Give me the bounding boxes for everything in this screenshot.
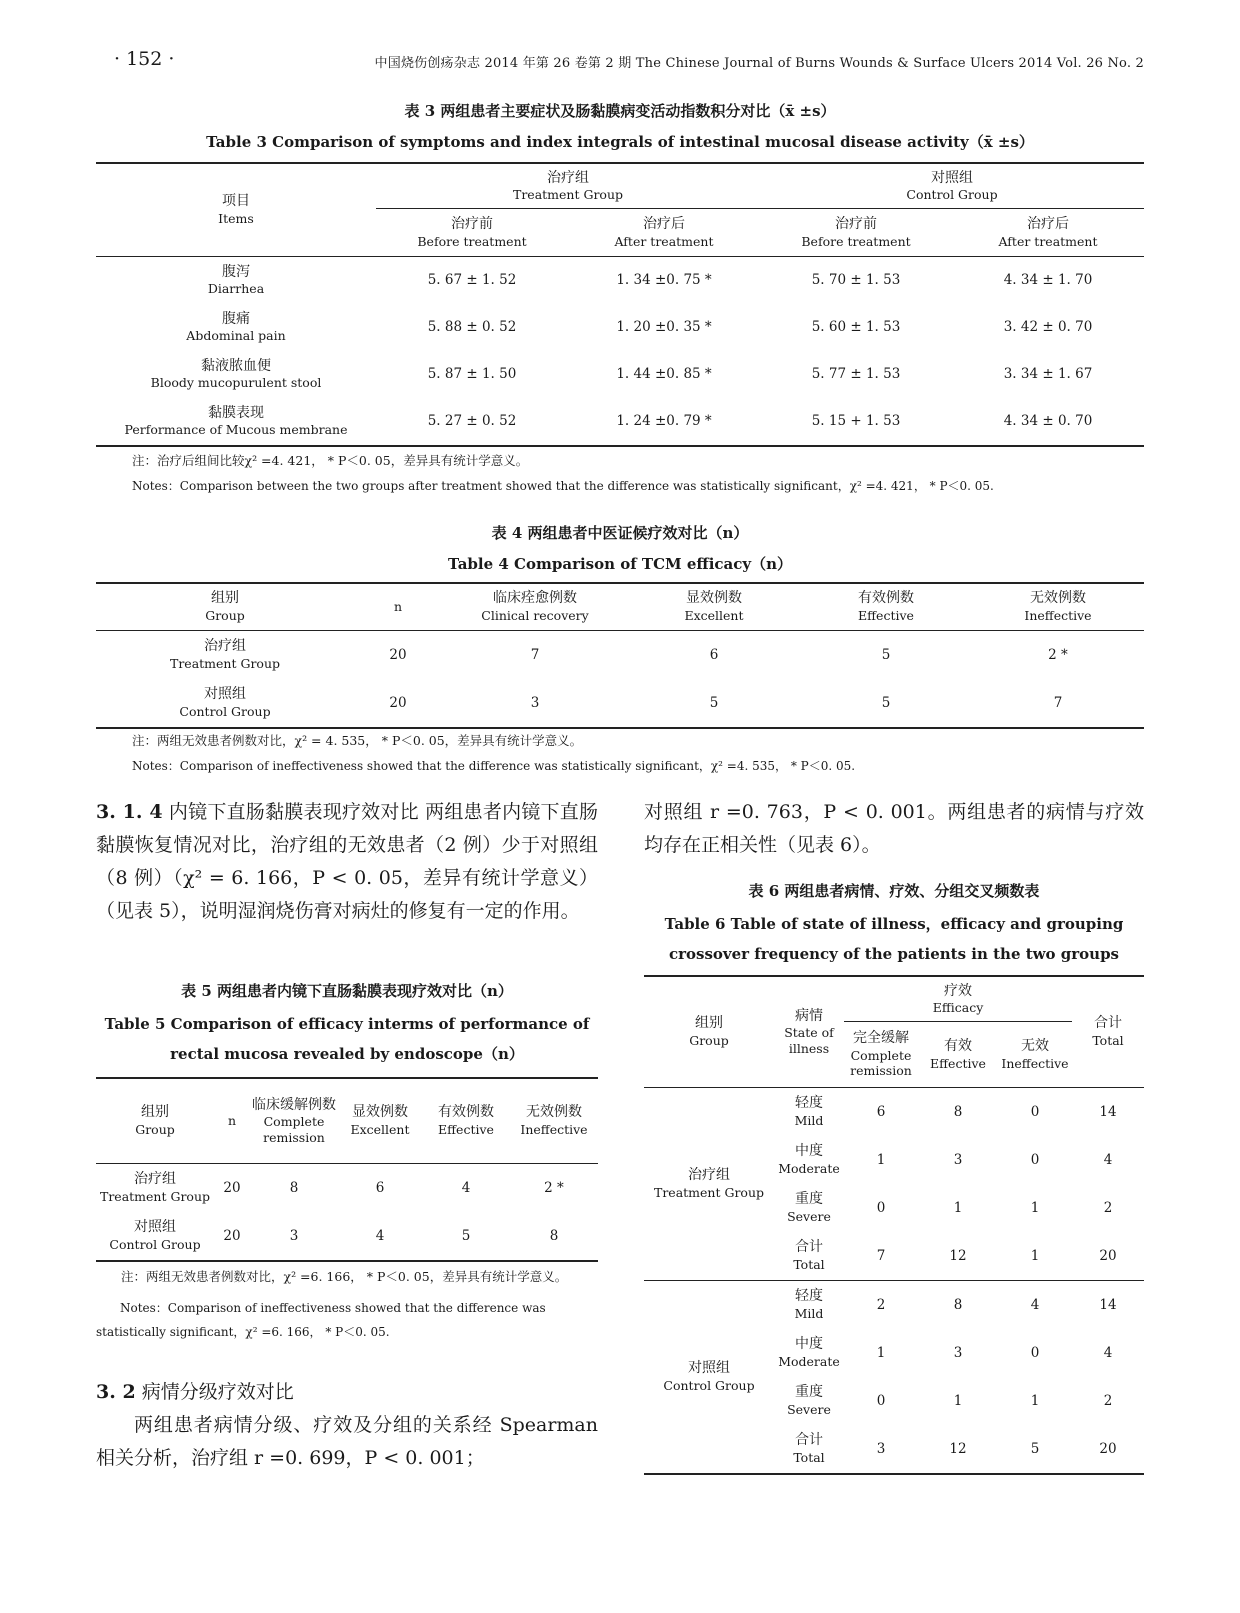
- table6-groups-0-rows-0-cn: 轻度: [795, 1095, 823, 1112]
- table6-groups-1-rows-0-b: 8: [953, 1296, 963, 1313]
- table-cell: [96, 631, 354, 680]
- table4-headers-4-cn: 有效例数: [858, 590, 914, 607]
- table3-note-cn: 注：治疗后组间比较χ² =4. 421， * P＜0. 05，差异具有统计学意义。: [132, 453, 529, 468]
- table6-groups-1-rows-3-a: 3: [876, 1440, 886, 1457]
- table5-rows-0-c: 4: [461, 1179, 471, 1196]
- table4-headers-2-en: Clinical recovery: [481, 607, 589, 623]
- table6-groups-0-rows-1-en: Moderate: [778, 1160, 840, 1176]
- table3-rows-2-v4: 3. 34 ± 1. 67: [1003, 366, 1093, 383]
- table6-groups-1-rows-2-t: 2: [1103, 1392, 1113, 1409]
- table4-rows-1-n: 20: [389, 694, 407, 711]
- table-cell: [354, 583, 442, 631]
- table-row: [96, 1078, 598, 1164]
- table-cell: [96, 351, 376, 398]
- table5-headers-4-en: Effective: [438, 1121, 494, 1137]
- table6-groups-0-en: Treatment Group: [653, 1184, 765, 1200]
- table6-groups-0-rows-3-c: 1: [1030, 1247, 1040, 1264]
- table6-groups-0-rows-1-b: 3: [953, 1151, 963, 1168]
- table4-note-cn: 注：两组无效患者例数对比，χ² = 4. 535， * P＜0. 05，差异具有统计学意义。: [132, 733, 583, 748]
- table4-rows-1-cn: 对照组: [204, 686, 246, 703]
- table5-rows-1-d: 8: [549, 1227, 559, 1244]
- table3: [96, 162, 1144, 447]
- table6-groups-0-rows-1-cn: 中度: [795, 1143, 823, 1160]
- table3-rows-0-cn: 腹泻: [222, 263, 250, 280]
- table-row: [644, 1281, 1144, 1330]
- table3-rows-2-cn: 黏液脓血便: [201, 357, 271, 374]
- table-cell: [96, 257, 376, 305]
- table-cell: [442, 583, 628, 631]
- table3-rows-2-v2: 1. 44 ±0. 85 *: [616, 366, 712, 383]
- table4-headers-3-en: Excellent: [684, 607, 744, 623]
- table3-rows-0-en: Diarrhea: [207, 281, 265, 297]
- journal-header: 中国烧伤创疡杂志 2014 年第 26 卷第 2 期 The Chinese Journal of Burns Wounds & Surface Ulcers 2014 Vol. 26 No. 2: [374, 56, 1144, 71]
- table3-rows-0-v4: 4. 34 ± 1. 70: [1003, 272, 1093, 289]
- table3-rows-1-v2: 1. 20 ±0. 35 *: [616, 319, 712, 336]
- right-column-text: 对照组 r =0. 763，P < 0. 001。两组患者的病情与疗效均存在正相关性（见表 6）。: [644, 801, 1144, 856]
- table6-group-en: Group: [689, 1032, 729, 1048]
- table6-groups-0-rows-2-c: 1: [1030, 1199, 1040, 1216]
- ctrl-cn: 对照组: [931, 169, 973, 186]
- table6-groups-0-rows-1-c: 0: [1030, 1151, 1040, 1168]
- table5-headers-0-en: Group: [135, 1121, 175, 1137]
- table5: [96, 1077, 598, 1262]
- table5-headers-5-en: Ineffective: [520, 1121, 588, 1137]
- table-row: [96, 304, 1144, 351]
- table3-after-cn: 治疗后: [643, 216, 685, 233]
- table6-groups-1-rows-1-cn: 中度: [795, 1336, 823, 1353]
- table4-rows-1-b: 5: [709, 694, 719, 711]
- t3-after-2: [952, 209, 1144, 257]
- table6-groups-0-rows-3-t: 20: [1099, 1247, 1117, 1264]
- table5-block: [96, 980, 598, 1344]
- table-row: [644, 1088, 1144, 1137]
- table6-groups-1-rows-1-b: 3: [953, 1344, 963, 1361]
- table4-caption-en: Table 4 Comparison of TCM efficacy（n）: [447, 555, 793, 573]
- table-cell: [644, 1281, 774, 1475]
- section-32-text: 两组患者病情分级、疗效及分组的关系经 Spearman 相关分析，治疗组 r =0. 699，P < 0. 001；: [96, 1414, 598, 1469]
- table3-caption-cn: 表 3 两组患者主要症状及肠黏膜病变活动指数积分对比（x̄ ±s）: [404, 102, 836, 120]
- table5-headers-4-cn: 有效例数: [438, 1104, 494, 1121]
- table4-rows-1-c: 5: [881, 694, 891, 711]
- table4-rows-1-en: Control Group: [179, 703, 271, 719]
- table3-rows-3-v2: 1. 24 ±0. 79 *: [616, 413, 712, 430]
- table3-rows-3-cn: 黏膜表现: [208, 404, 264, 421]
- table6-groups-1-rows-3-t: 20: [1099, 1440, 1117, 1457]
- table-cell: [844, 976, 1072, 1022]
- table-cell: [250, 1078, 338, 1164]
- table5-rows-1-en: Control Group: [109, 1236, 201, 1252]
- table5-headers-5-cn: 无效例数: [526, 1104, 582, 1121]
- table6-groups-1-rows-1-en: Moderate: [778, 1353, 840, 1369]
- table5-headers-2-cn: 临床缓解例数: [252, 1096, 336, 1113]
- table5-caption-cn: 表 5 两组患者内镜下直肠黏膜表现疗效对比（n）: [181, 982, 513, 1000]
- table6-complete-cn: 完全缓解: [853, 1030, 909, 1047]
- table3-before-en: Before treatment: [417, 233, 527, 249]
- table6-groups-0-rows-2-cn: 重度: [795, 1191, 823, 1208]
- table-cell: [774, 1088, 844, 1137]
- table3-block: [96, 100, 1144, 494]
- table6-total-cn: 合计: [1094, 1015, 1122, 1032]
- table4-headers-5-cn: 无效例数: [1030, 590, 1086, 607]
- table4-headers-0-en: Group: [205, 607, 245, 623]
- table6-groups-1-rows-1-t: 4: [1103, 1344, 1113, 1361]
- t3-before-1: [376, 209, 568, 257]
- table5-rows-0-cn: 治疗组: [134, 1171, 176, 1188]
- table5-caption-en: Table 5 Comparison of efficacy interms of performance of rectal mucosa revealed by endoscope（n）: [104, 1015, 590, 1063]
- t3-after-1: [568, 209, 760, 257]
- table6-groups-1-rows-3-cn: 合计: [795, 1432, 823, 1449]
- table4-rows-1-d: 7: [1053, 694, 1063, 711]
- table-row: [96, 163, 1144, 209]
- table4-rows-1-a: 3: [530, 694, 540, 711]
- table5-rows-0-d: 2 *: [544, 1179, 564, 1196]
- table-cell: [774, 1232, 844, 1281]
- table6-groups-0-rows-2-en: Severe: [787, 1208, 831, 1224]
- table-cell: [774, 1184, 844, 1232]
- table-cell: [510, 1078, 598, 1164]
- table3-rows-0-v2: 1. 34 ±0. 75 *: [616, 272, 712, 289]
- table6-groups-1-rows-2-a: 0: [876, 1392, 886, 1409]
- table3-rows-2-v1: 5. 87 ± 1. 50: [427, 366, 517, 383]
- table-row: [96, 257, 1144, 305]
- table6-group-cn: 组别: [695, 1015, 723, 1032]
- items-cn: 项目: [222, 193, 250, 210]
- section-314-heading: 3. 1. 4: [96, 801, 163, 823]
- table-cell: [338, 1078, 422, 1164]
- treat-en: Treatment Group: [512, 187, 624, 203]
- table3-caption-en: Table 3 Comparison of symptoms and index integrals of intestinal mucosal disease activity（x̄ ±s）: [206, 133, 1034, 151]
- table5-headers-3-cn: 显效例数: [352, 1104, 408, 1121]
- section-32: [96, 1376, 598, 1475]
- table6-groups-0-rows-3-en: Total: [793, 1256, 825, 1272]
- table4-rows-0-d: 2 *: [1048, 646, 1068, 663]
- table6-effective-en: Effective: [930, 1055, 986, 1071]
- table6-groups-1-rows-2-b: 1: [953, 1392, 963, 1409]
- table3-before-cn: 治疗前: [835, 216, 877, 233]
- table-row: [96, 1212, 598, 1261]
- table6-effective-cn: 有效: [944, 1038, 972, 1055]
- table-row: [96, 583, 1144, 631]
- table6-groups-0-cn: 治疗组: [688, 1167, 730, 1184]
- table-row: [96, 351, 1144, 398]
- table6-groups-0-rows-3-b: 12: [949, 1247, 967, 1264]
- table6-state-cn: 病情: [795, 1007, 823, 1024]
- table3-rows-0-v1: 5. 67 ± 1. 52: [427, 272, 517, 289]
- table4-rows-0-en: Treatment Group: [169, 655, 281, 671]
- table-cell: [628, 583, 800, 631]
- table-cell: [214, 1078, 250, 1164]
- table6-groups-1-rows-2-cn: 重度: [795, 1384, 823, 1401]
- table3-after-en: After treatment: [614, 233, 714, 249]
- table6-groups-0-rows-0-b: 8: [953, 1103, 963, 1120]
- table3-rows-1-v3: 5. 60 ± 1. 53: [811, 319, 901, 336]
- table-cell: [774, 1377, 844, 1425]
- table4: [96, 582, 1144, 729]
- table-cell: [422, 1078, 510, 1164]
- treat-cn: 治疗组: [547, 169, 589, 186]
- table6-groups-0-rows-2-t: 2: [1103, 1199, 1113, 1216]
- table4-caption-cn: 表 4 两组患者中医证候疗效对比（n）: [491, 524, 749, 542]
- table4-rows-0-cn: 治疗组: [204, 638, 246, 655]
- section-314-text: 两组患者内镜下直肠黏膜恢复情况对比，治疗组的无效患者（2 例）少于对照组（8 例）（χ² = 6. 166，P < 0. 05，差异有统计学意义）（见表 5），说明湿润烧伤膏对病灶的修复有一定的作用。: [96, 801, 598, 922]
- table-cell: [96, 304, 376, 351]
- table4-rows-0-b: 6: [709, 646, 719, 663]
- table6-groups-0-rows-0-en: Mild: [794, 1112, 824, 1128]
- table3-items-header: [96, 163, 376, 257]
- table-row: [96, 398, 1144, 446]
- table-cell: [644, 976, 774, 1088]
- table6-groups-0-rows-1-t: 4: [1103, 1151, 1113, 1168]
- table6-groups-1-rows-1-c: 0: [1030, 1344, 1040, 1361]
- table6-groups-0-rows-0-t: 14: [1099, 1103, 1117, 1120]
- table5-rows-0-b: 6: [375, 1179, 385, 1196]
- table-cell: [96, 398, 376, 446]
- table6-groups-0-rows-0-c: 0: [1030, 1103, 1040, 1120]
- table6-efficacy-cn: 疗效: [944, 982, 972, 999]
- table3-rows-2-v3: 5. 77 ± 1. 53: [811, 366, 901, 383]
- table5-rows-1-n: 20: [223, 1227, 241, 1244]
- table6-groups-0-rows-0-a: 6: [876, 1103, 886, 1120]
- table6-caption-en: Table 6 Table of state of illness，efficacy and grouping crossover frequency of the patients in the two groups: [664, 915, 1124, 963]
- table3-control-header: [760, 163, 1144, 209]
- table4-headers-3-cn: 显效例数: [686, 590, 742, 607]
- table6-groups-1-cn: 对照组: [688, 1360, 730, 1377]
- table6-groups-1-rows-0-cn: 轻度: [795, 1288, 823, 1305]
- table-row: [644, 976, 1144, 1022]
- table3-treatment-header: [376, 163, 760, 209]
- table-cell: [774, 976, 844, 1088]
- table-cell: [774, 1281, 844, 1330]
- table6-groups-1-rows-0-c: 4: [1030, 1296, 1040, 1313]
- table-cell: [774, 1329, 844, 1377]
- table3-note-en: Notes：Comparison between the two groups after treatment showed that the difference was statistically significant，χ² =4. 421， * P＜0. 05.: [132, 479, 994, 493]
- page-number: · 152 ·: [114, 48, 175, 70]
- table6-state-en: State of illness: [784, 1025, 834, 1056]
- table-cell: [96, 1212, 214, 1261]
- table3-before-en: Before treatment: [801, 233, 911, 249]
- table-cell: [844, 1022, 918, 1088]
- table6-groups-1-rows-2-en: Severe: [787, 1401, 831, 1417]
- table6-groups-1-rows-3-en: Total: [793, 1449, 825, 1465]
- table3-rows-2-en: Bloody mucopurulent stool: [150, 375, 322, 391]
- section-32-heading: 3. 2: [96, 1381, 136, 1403]
- table-row: [96, 1164, 598, 1213]
- table6-groups-0-rows-2-a: 0: [876, 1199, 886, 1216]
- table3-rows-1-v1: 5. 88 ± 0. 52: [427, 319, 517, 336]
- table-cell: [972, 583, 1144, 631]
- table-cell: [96, 583, 354, 631]
- section-314: [96, 796, 598, 928]
- table3-after-cn: 治疗后: [1027, 216, 1069, 233]
- table4-headers-5-en: Ineffective: [1024, 607, 1092, 623]
- table6-ineffective-en: Ineffective: [1001, 1055, 1069, 1071]
- table3-rows-3-v3: 5. 15 + 1. 53: [811, 413, 901, 430]
- table3-rows-3-en: Performance of Mucous membrane: [124, 422, 348, 438]
- table4-headers-1-cn: n: [393, 599, 403, 615]
- table6-groups-1-rows-0-t: 14: [1099, 1296, 1117, 1313]
- table6-groups-1-rows-1-a: 1: [876, 1344, 886, 1361]
- table3-rows-1-cn: 腹痛: [222, 310, 250, 327]
- table6: [644, 975, 1144, 1475]
- table4-headers-2-cn: 临床痊愈例数: [493, 590, 577, 607]
- table6-groups-0-rows-3-a: 7: [876, 1247, 886, 1264]
- table-cell: [1072, 976, 1144, 1088]
- table5-rows-1-a: 3: [289, 1227, 299, 1244]
- table-cell: [96, 1078, 214, 1164]
- table6-groups-1-en: Control Group: [663, 1377, 755, 1393]
- table3-rows-3-v1: 5. 27 ± 0. 52: [427, 413, 517, 430]
- table6-groups-0-rows-1-a: 1: [876, 1151, 886, 1168]
- table5-rows-0-a: 8: [289, 1179, 299, 1196]
- table-cell: [998, 1022, 1072, 1088]
- section-32-title: 病情分级疗效对比: [141, 1381, 294, 1403]
- table-row: [96, 631, 1144, 680]
- table5-note-en: Notes：Comparison of ineffectiveness showed that the difference was statistically significant，χ² =6. 166， * P＜0. 05.: [96, 1301, 546, 1339]
- table5-rows-0-en: Treatment Group: [99, 1188, 211, 1204]
- section-314-title: 内镜下直肠黏膜表现疗效对比: [168, 801, 419, 823]
- t3-before-2: [760, 209, 952, 257]
- table5-note-cn: 注：两组无效患者例数对比，χ² =6. 166， * P＜0. 05，差异具有统计学意义。: [121, 1269, 568, 1284]
- table4-rows-0-c: 5: [881, 646, 891, 663]
- table-cell: [800, 583, 972, 631]
- table6-groups-1-rows-3-c: 5: [1030, 1440, 1040, 1457]
- table-row: [96, 679, 1144, 728]
- table4-rows-0-a: 7: [530, 646, 540, 663]
- table6-groups-0-rows-2-b: 1: [953, 1199, 963, 1216]
- table4-headers-4-en: Effective: [858, 607, 914, 623]
- table3-rows-0-v3: 5. 70 ± 1. 53: [811, 272, 901, 289]
- table-cell: [774, 1136, 844, 1184]
- table6-groups-0-rows-3-cn: 合计: [795, 1239, 823, 1256]
- table-cell: [774, 1425, 844, 1474]
- table5-rows-1-cn: 对照组: [134, 1219, 176, 1236]
- table6-caption-cn: 表 6 两组患者病情、疗效、分组交叉频数表: [748, 882, 1040, 900]
- table-cell: [96, 1164, 214, 1213]
- table6-block: [644, 880, 1144, 1475]
- table5-rows-1-b: 4: [375, 1227, 385, 1244]
- table6-groups-1-rows-2-c: 1: [1030, 1392, 1040, 1409]
- table4-block: [96, 522, 1144, 774]
- table5-headers-0-cn: 组别: [141, 1104, 169, 1121]
- table6-efficacy-en: Efficacy: [932, 1000, 984, 1016]
- table6-complete-en: Complete remission: [850, 1047, 912, 1079]
- table5-rows-0-n: 20: [223, 1179, 241, 1196]
- table4-note-en: Notes：Comparison of ineffectiveness showed that the difference was statistically significant，χ² =4. 535， * P＜0. 05.: [132, 759, 856, 773]
- table5-headers-1-cn: n: [227, 1113, 237, 1129]
- ctrl-en: Control Group: [906, 187, 998, 203]
- table6-groups-1-rows-0-en: Mild: [794, 1305, 824, 1321]
- table3-before-cn: 治疗前: [451, 216, 493, 233]
- table-cell: [644, 1088, 774, 1281]
- table3-rows-1-en: Abdominal pain: [186, 328, 286, 344]
- table6-groups-1-rows-0-a: 2: [876, 1296, 886, 1313]
- table5-rows-1-c: 5: [461, 1227, 471, 1244]
- table5-headers-2-en: Complete remission: [263, 1114, 325, 1145]
- table3-after-en: After treatment: [998, 233, 1098, 249]
- table3-rows-1-v4: 3. 42 ± 0. 70: [1003, 319, 1093, 336]
- table3-rows-3-v4: 4. 34 ± 0. 70: [1003, 413, 1093, 430]
- table-cell: [96, 679, 354, 728]
- table4-rows-0-n: 20: [389, 646, 407, 663]
- items-en: Items: [218, 210, 254, 226]
- table6-groups-1-rows-3-b: 12: [949, 1440, 967, 1457]
- table4-headers-0-cn: 组别: [211, 590, 239, 607]
- table5-headers-3-en: Excellent: [350, 1121, 410, 1137]
- table6-ineffective-cn: 无效: [1021, 1038, 1049, 1055]
- table6-total-en: Total: [1092, 1032, 1124, 1048]
- table-cell: [918, 1022, 998, 1088]
